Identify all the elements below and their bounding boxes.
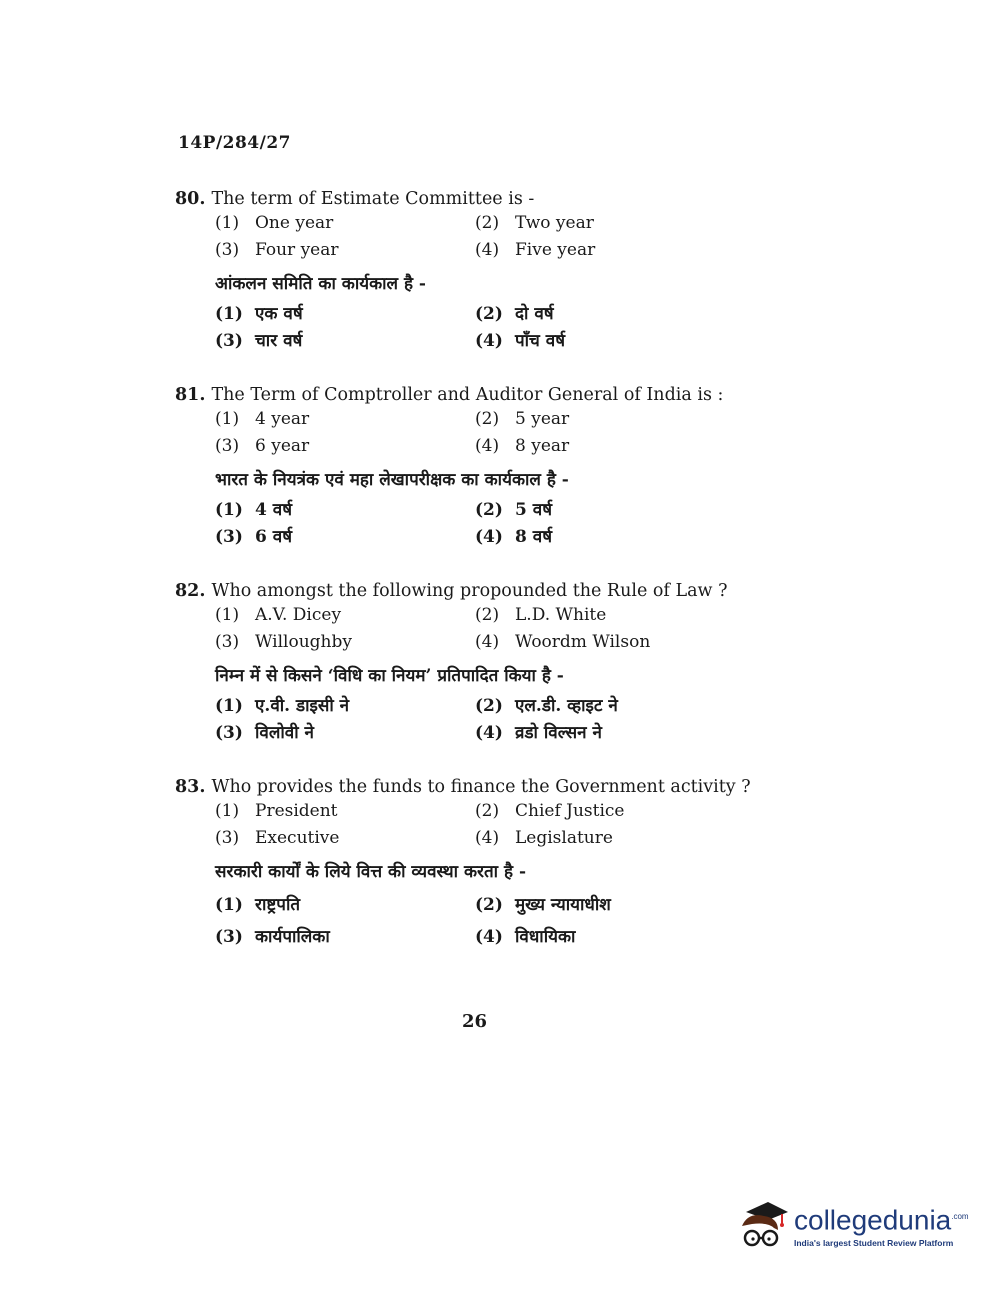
logo-suffix: .com	[951, 1212, 969, 1222]
question-text-hi: भारत के नियत्रंक एवं महा लेखापरीक्षक का कार्यकाल है -	[215, 470, 569, 490]
option-4-hi: (4) पाँच वर्ष	[475, 331, 566, 351]
logo-name: collegedunia	[794, 1204, 952, 1236]
paper-code: 14P/284/27	[178, 133, 292, 153]
option-4-hi: (4) व्रडो विल्सन ने	[475, 723, 602, 743]
option-4-hi: (4) विधायिका	[475, 926, 576, 947]
question-text-hi: निम्न में से किसने ‘विधि का नियम’ प्रतिपादित किया है -	[215, 666, 564, 686]
option-3-hi: (3) विलोवी ने	[215, 723, 314, 743]
option-2-hi: (2) 5 वर्ष	[475, 500, 553, 520]
option-3: (3) Executive	[215, 827, 340, 848]
option-3: (3) Willoughby	[215, 631, 352, 652]
options-hi	[215, 691, 735, 745]
question-83	[175, 777, 751, 951]
option-2: (2) 5 year	[475, 408, 570, 429]
options-hi	[215, 299, 735, 353]
option-3-hi: (3) 6 वर्ष	[215, 527, 293, 547]
option-2-hi: (2) दो वर्ष	[475, 304, 554, 324]
option-4-hi: (4) 8 वर्ष	[475, 527, 553, 547]
option-2-hi: (2) एल.डी. व्हाइट ने	[475, 696, 618, 716]
question-number: 82.	[175, 581, 206, 601]
option-3: (3) 6 year	[215, 435, 310, 456]
options-en	[215, 405, 735, 459]
option-1-hi: (1) राष्ट्रपति	[215, 894, 301, 915]
question-text-en: Who amongst the following propounded the Rule of Law ?	[211, 581, 728, 601]
options-en	[215, 209, 735, 263]
collegedunia-logo	[738, 1198, 969, 1252]
option-1: (1) One year	[215, 212, 334, 233]
option-1-hi: (1) एक वर्ष	[215, 304, 303, 324]
option-4: (4) 8 year	[475, 435, 570, 456]
option-1-hi: (1) 4 वर्ष	[215, 500, 293, 520]
option-1: (1) President	[215, 800, 338, 821]
options-en	[215, 601, 735, 655]
option-4: (4) Five year	[475, 239, 596, 260]
option-1-hi: (1) ए.वी. डाइसी ने	[215, 696, 350, 716]
question-text-en: Who provides the funds to finance the Government activity ?	[211, 777, 751, 797]
question-82	[175, 581, 735, 745]
logo-tagline: India's largest Student Review Platform	[794, 1237, 954, 1248]
question-text-en: The term of Estimate Committee is -	[211, 189, 535, 209]
options-hi	[215, 495, 735, 549]
page-number: 26	[462, 1011, 488, 1032]
mascot-icon	[738, 1198, 790, 1252]
question-number: 81.	[175, 385, 206, 405]
option-4: (4) Woordm Wilson	[475, 631, 651, 652]
options-en	[215, 797, 735, 851]
option-4: (4) Legislature	[475, 827, 613, 848]
question-number: 83.	[175, 777, 206, 797]
question-text-hi: आंकलन समिति का कार्यकाल है -	[215, 274, 426, 294]
option-3-hi: (3) चार वर्ष	[215, 331, 303, 351]
option-1: (1) A.V. Dicey	[215, 604, 342, 625]
question-81	[175, 385, 735, 549]
question-number: 80.	[175, 189, 206, 209]
question-text-en: The Term of Comptroller and Auditor General of India is :	[211, 385, 724, 405]
option-2: (2) L.D. White	[475, 604, 607, 625]
option-3: (3) Four year	[215, 239, 339, 260]
option-3-hi: (3) कार्यपालिका	[215, 926, 330, 947]
question-text-hi: सरकारी कार्यों के लिये वित्त की व्यवस्था करता है -	[215, 862, 527, 882]
option-2: (2) Two year	[475, 212, 594, 233]
option-2: (2) Chief Justice	[475, 800, 625, 821]
option-2-hi: (2) मुख्य न्यायाधीश	[475, 894, 611, 915]
options-hi	[215, 887, 735, 951]
question-80	[175, 189, 735, 353]
option-1: (1) 4 year	[215, 408, 310, 429]
